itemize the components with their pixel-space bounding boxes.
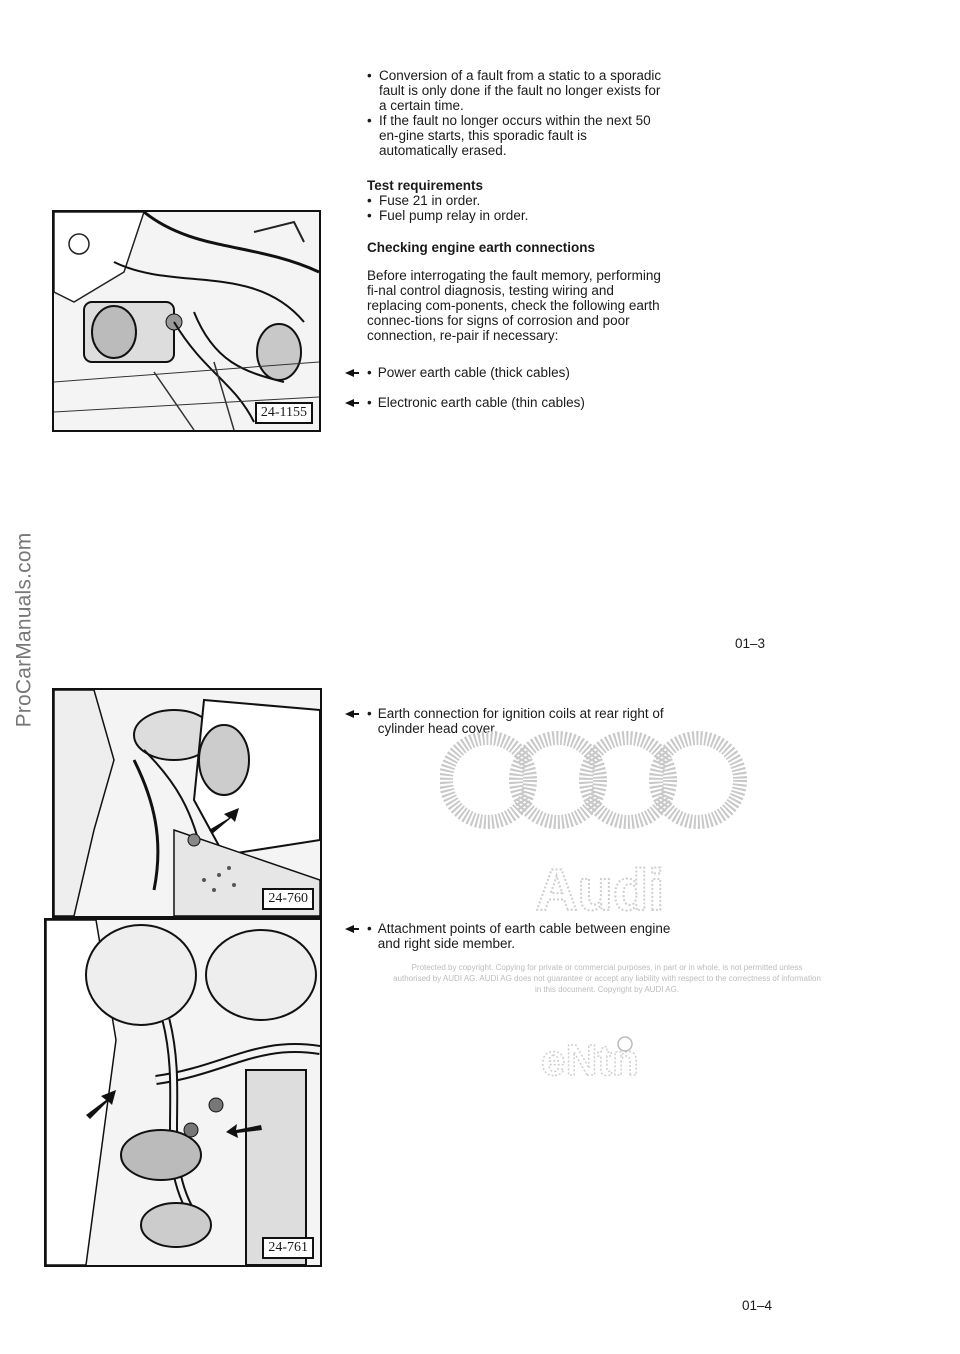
ignition-earth-text: Earth connection for ignition coils at rear right of cylinder head cover.: [377, 706, 664, 736]
figure-engine-earth-1: [52, 210, 321, 432]
figure-label-2: 24-760: [262, 888, 314, 910]
earth-item-power-text: Power earth cable (thick cables): [377, 365, 570, 380]
audi-watermark-logo: [440, 720, 760, 930]
figure-label-1: 24-1155: [255, 402, 313, 424]
test-requirements-section: [367, 178, 667, 223]
engine-photo-3: [46, 920, 320, 1265]
left-arrow-icon: [345, 924, 359, 934]
attachment-earth-item: • Attachment points of earth cable between engine and right side member.: [345, 921, 685, 951]
test-requirements-heading: Test requirements: [367, 178, 484, 193]
ignition-earth-item: • Earth connection for ignition coils at rear right of cylinder head cover.: [345, 706, 685, 736]
earth-connections-section: [367, 240, 667, 343]
audi-watermark-brand: Audi: [535, 858, 665, 923]
requirement-item-1: • Fuse 21 in order.: [367, 193, 667, 208]
earth-item-electronic: • Electronic earth cable (thin cables): [345, 395, 685, 410]
attachment-earth-text: Attachment points of earth cable between engine and right side member.: [377, 921, 671, 951]
side-watermark-text: ProCarManuals.com: [12, 532, 35, 728]
earth-connections-heading: Checking engine earth connections: [367, 240, 596, 255]
left-arrow-icon: [345, 398, 359, 408]
copyright-notice: Protected by copyright. Copying for private or commercial purposes, in part or in whole, is not permitted unless authorised by AUDI AG. AUDI AG does not guarantee or accept any liability with respect to the correctness of information in this document. Copyright by AUDI AG.: [393, 963, 821, 994]
requirement-item-2: • Fuel pump relay in order.: [367, 208, 667, 223]
page-number-1: 01–3: [735, 636, 766, 651]
engine-photo-1: [54, 212, 319, 430]
earth-item-power: • Power earth cable (thick cables): [345, 365, 685, 380]
left-arrow-icon: [345, 709, 359, 719]
footer-watermark-logo: [505, 1030, 675, 1085]
figure-ignition-earth: [52, 688, 322, 918]
intro-bullet-1: • Conversion of a fault from a static to a sporadic fault is only done if the fault no longer exists for a certain time.: [367, 68, 667, 113]
footer-watermark-brand: eNtn: [541, 1036, 639, 1085]
side-watermark: [4, 532, 44, 728]
figure-side-member-earth: [44, 918, 322, 1267]
earth-connections-body: Before interrogating the fault memory, performing fi-nal control diagnosis, testing wiring and replacing com-ponents, check the following earth connec-tions for signs of corrosion and poor connection, re-pair if necessary:: [367, 268, 661, 343]
left-arrow-icon: [345, 368, 359, 378]
figure-label-3: 24-761: [262, 1237, 314, 1259]
intro-section: [367, 68, 667, 158]
intro-bullet-2: • If the fault no longer occurs within the next 50 en-gine starts, this sporadic fault is automatically erased.: [367, 113, 667, 158]
earth-item-electronic-text: Electronic earth cable (thin cables): [377, 395, 585, 410]
engine-photo-2: [54, 690, 320, 916]
page-number-2: 01–4: [742, 1298, 773, 1313]
